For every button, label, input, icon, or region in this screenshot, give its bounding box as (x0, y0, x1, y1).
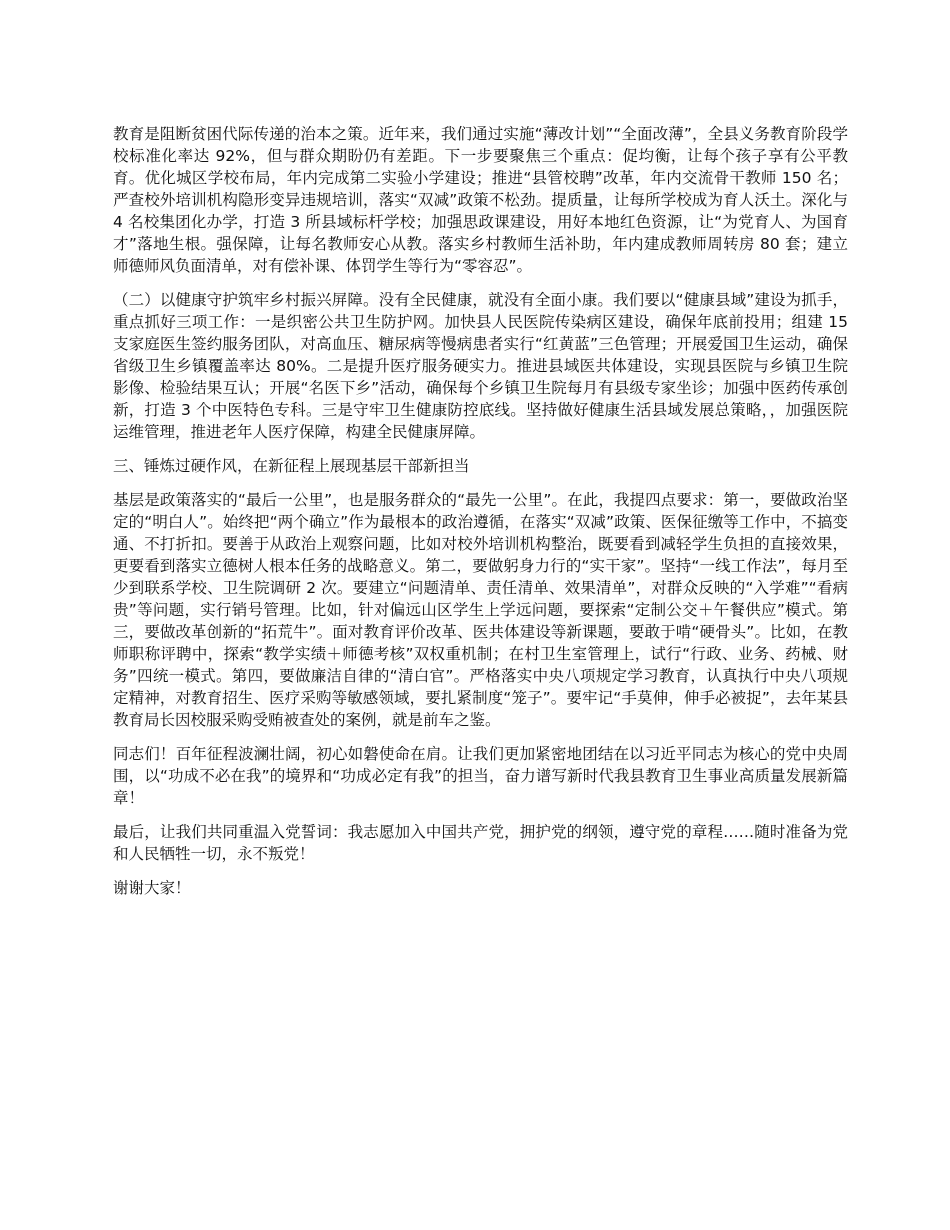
paragraph-oath: 最后，让我们共同重温入党誓词：我志愿加入中国共产党，拥护党的纲领，遵守党的章程……随时准备为党和人民牺牲一切，永不叛党！ (113, 823, 848, 863)
section-heading-work-style: 三、锤炼过硬作风，在新征程上展现基层干部新担当 (113, 457, 470, 475)
paragraph-health: （二）以健康守护筑牢乡村振兴屏障。没有全民健康，就没有全面小康。我们要以“健康县域”建设为抓手，重点抓好三项工作：一是织密公共卫生防护网。加快县人民医院传染病区建设，确保年底前投用；组建 15 支家庭医生签约服务团队，对高血压、糖尿病等慢病患者实行“红黄蓝”三色管理；开展爱国卫生运动，确保省级卫生乡镇覆盖率达 80%。二是提升医疗服务硬实力。推进县域医共体建设，实现县医院与乡镇卫生院影像、检验结果互认；开展“名医下乡”活动，确保每个乡镇卫生院每月有县级专家坐诊；加强中医药传承创新，打造 3 个中医特色专科。三是守牢卫生健康防控底线。坚持做好健康生活县域发展总策略，，加强医院运维管理，推进老年人医疗保障，构建全民健康屏障。 (113, 291, 848, 441)
paragraph-requirements: 基层是政策落实的“最后一公里”，也是服务群众的“最先一公里”。在此，我提四点要求：第一，要做政治坚定的“明白人”。始终把“两个确立”作为最根本的政治遵循，在落实“双减”政策、医保征缴等工作中，不搞变通、不打折扣。要善于从政治上观察问题，比如对校外培训机构整治，既要看到减轻学生负担的直接效果，更要看到落实立德树人根本任务的战略意义。第二，要做躬身力行的“实干家”。坚持“一线工作法”，每月至少到联系学校、卫生院调研 2 次。要建立“问题清单、责任清单、效果清单”，对群众反映的“入学难”“看病贵”等问题，实行销号管理。比如，针对偏远山区学生上学远问题，要探索“定制公交＋午餐供应”模式。第三，要做改革创新的“拓荒牛”。面对教育评价改革、医共体建设等新课题，要敢于啃“硬骨头”。比如，在教师职称评聘中，探索“教学实绩＋师德考核”双权重机制；在村卫生室管理上，试行“行政、业务、药械、财务”四统一模式。第四，要做廉洁自律的“清白官”。严格落实中央八项规定学习教育，认真执行中央八项规定精神，对教育招生、医疗采购等敏感领域，要扎紧制度“笼子”。要牢记“手莫伸，伸手必被捉”，去年某县教育局长因校服采购受贿被查处的案例，就是前车之鉴。 (113, 491, 848, 729)
document-body (113, 123, 848, 911)
paragraph-thanks: 谢谢大家！ (113, 879, 191, 897)
paragraph-call-to-action: 同志们！百年征程波澜壮阔，初心如磐使命在肩。让我们更加紧密地团结在以习近平同志为核心的党中央周围，以“功成不必在我”的境界和“功成必定有我”的担当，奋力谱写新时代我县教育卫生事业高质量发展新篇章！ (113, 745, 848, 807)
paragraph-education: 教育是阻断贫困代际传递的治本之策。近年来，我们通过实施“薄改计划”“全面改薄”，全县义务教育阶段学校标准化率达 92%，但与群众期盼仍有差距。下一步要聚焦三个重点：促均衡，让每个孩子享有公平教育。优化城区学校布局，年内完成第二实验小学建设；推进“县管校聘”改革，年内交流骨干教师 150 名；严查校外培训机构隐形变异违规培训，落实“双减”政策不松劲。提质量，让每所学校成为育人沃土。深化与 4 名校集团化办学，打造 3 所县域标杆学校；加强思政课建设，用好本地红色资源，让“为党育人、为国育才”落地生根。强保障，让每名教师安心从教。落实乡村教师生活补助，年内建成教师周转房 80 套；建立师德师风负面清单，对有偿补课、体罚学生等行为“零容忍”。 (113, 125, 848, 275)
